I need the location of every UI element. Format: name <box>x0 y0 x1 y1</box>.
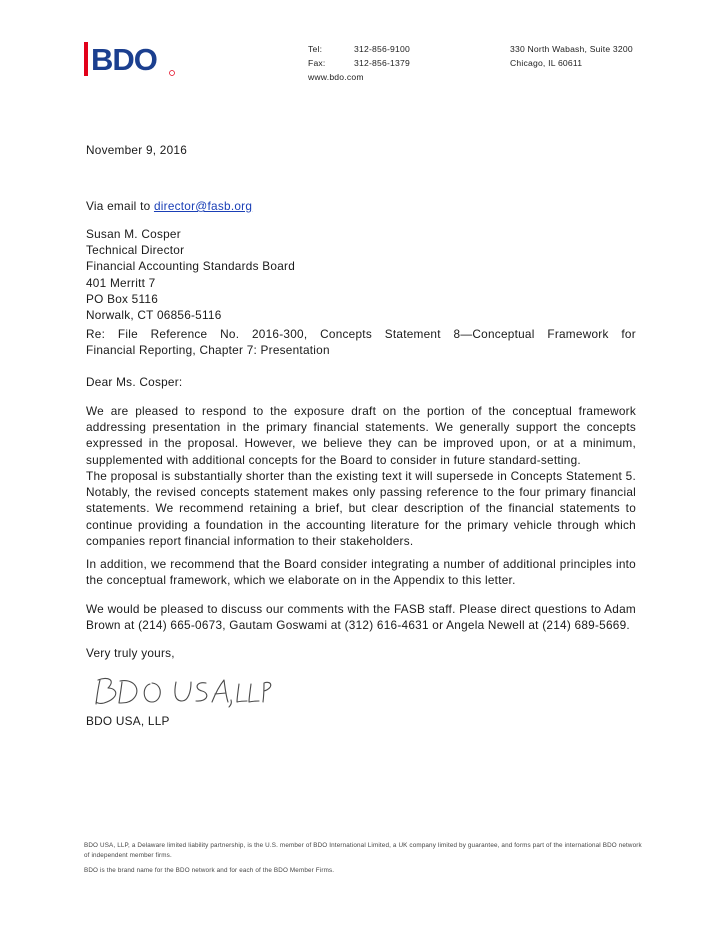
paragraph-4: We would be pleased to discuss our comments with the FASB staff. Please direct questions to Adam Brown at (214) 665-0673, Gautam Goswami at (312) 616-4631 or Angela Newell at (214) 689-5669. <box>86 602 636 633</box>
paragraph-1: We are pleased to respond to the exposure draft on the portion of the conceptual framework addressing presentation in the primary financial statements. We generally support the concepts expressed in the proposal. However, we believe they can be improved upon, or at a minimum, supplemented with additional concepts for the Board to consider in future standard-setting. <box>86 404 636 467</box>
re-word: Reference <box>150 327 208 341</box>
via-email-line <box>86 198 636 214</box>
bdo-logo <box>84 40 176 80</box>
re-word: No. <box>220 327 240 341</box>
address-line-2: Chicago, IL 60611 <box>510 58 583 68</box>
recipient-city: Norwalk, CT 06856-5116 <box>86 308 222 323</box>
logo-text: BDO <box>91 42 157 77</box>
website-link[interactable]: www.bdo.com <box>308 72 364 82</box>
tel-value: 312-856-9100 <box>354 44 410 54</box>
recipient-title: Technical Director <box>86 243 185 258</box>
header-address <box>510 42 633 70</box>
tel-label: Tel: <box>308 44 323 54</box>
tel-row <box>308 42 410 56</box>
reference-line-1 <box>86 326 636 342</box>
re-word: 2016-300, <box>251 327 308 341</box>
re-word: File <box>117 327 138 341</box>
fax-value: 312-856-1379 <box>354 58 410 68</box>
footer-brand-note: BDO is the brand name for the BDO network and for each of the BDO Member Firms. <box>84 867 335 874</box>
logo-red-bar <box>84 42 88 76</box>
reference-line <box>86 326 636 358</box>
re-word: Framework <box>547 327 609 341</box>
paragraph-2: The proposal is substantially shorter than the existing text it will supersede in Concepts Statement 5. Notably, the revised concepts statement makes only passing reference to the four primary financial statements. We recommend retaining a brief, but clear description of the financial statements to continue providing a foundation in the accounting literature for the primary vehicle through which companies report financial information to their stakeholders. <box>86 469 636 548</box>
salutation: Dear Ms. Cosper: <box>86 375 183 389</box>
recipient-org: Financial Accounting Standards Board <box>86 259 296 274</box>
letter-date: November 9, 2016 <box>86 143 188 157</box>
email-link[interactable]: director@fasb.org <box>153 199 253 213</box>
re-word: 8—Conceptual <box>453 327 535 341</box>
re-word: Concepts <box>320 327 372 341</box>
firm-name: BDO USA, LLP <box>86 714 170 728</box>
registered-mark-icon <box>170 71 175 76</box>
header-contact <box>308 42 410 84</box>
re-word: for <box>621 327 636 341</box>
reference-line-2: Financial Reporting, Chapter 7: Presentation <box>86 343 330 358</box>
closing: Very truly yours, <box>86 646 175 660</box>
fax-row <box>308 56 410 70</box>
fax-label: Fax: <box>308 58 326 68</box>
recipient-name: Susan M. Cosper <box>86 227 181 241</box>
recipient-po-box: PO Box 5116 <box>86 291 159 306</box>
recipient-street: 401 Merritt 7 <box>86 275 156 290</box>
paragraph-3: In addition, we recommend that the Board consider integrating a number of additional principles into the conceptual framework, which we elaborate on in the Appendix to this letter. <box>86 557 636 588</box>
handwritten-signature <box>92 672 274 710</box>
via-prefix: Via email to <box>86 199 154 213</box>
recipient-address <box>86 226 636 323</box>
re-label: Re: <box>86 327 106 341</box>
footer-disclaimer: BDO USA, LLP, a Delaware limited liability partnership, is the U.S. member of BDO International Limited, a UK company limited by guarantee, and forms part of the international BDO network of independent member firms. <box>84 842 642 859</box>
re-word: Statement <box>384 327 441 341</box>
address-line-1: 330 North Wabash, Suite 3200 <box>510 44 633 54</box>
